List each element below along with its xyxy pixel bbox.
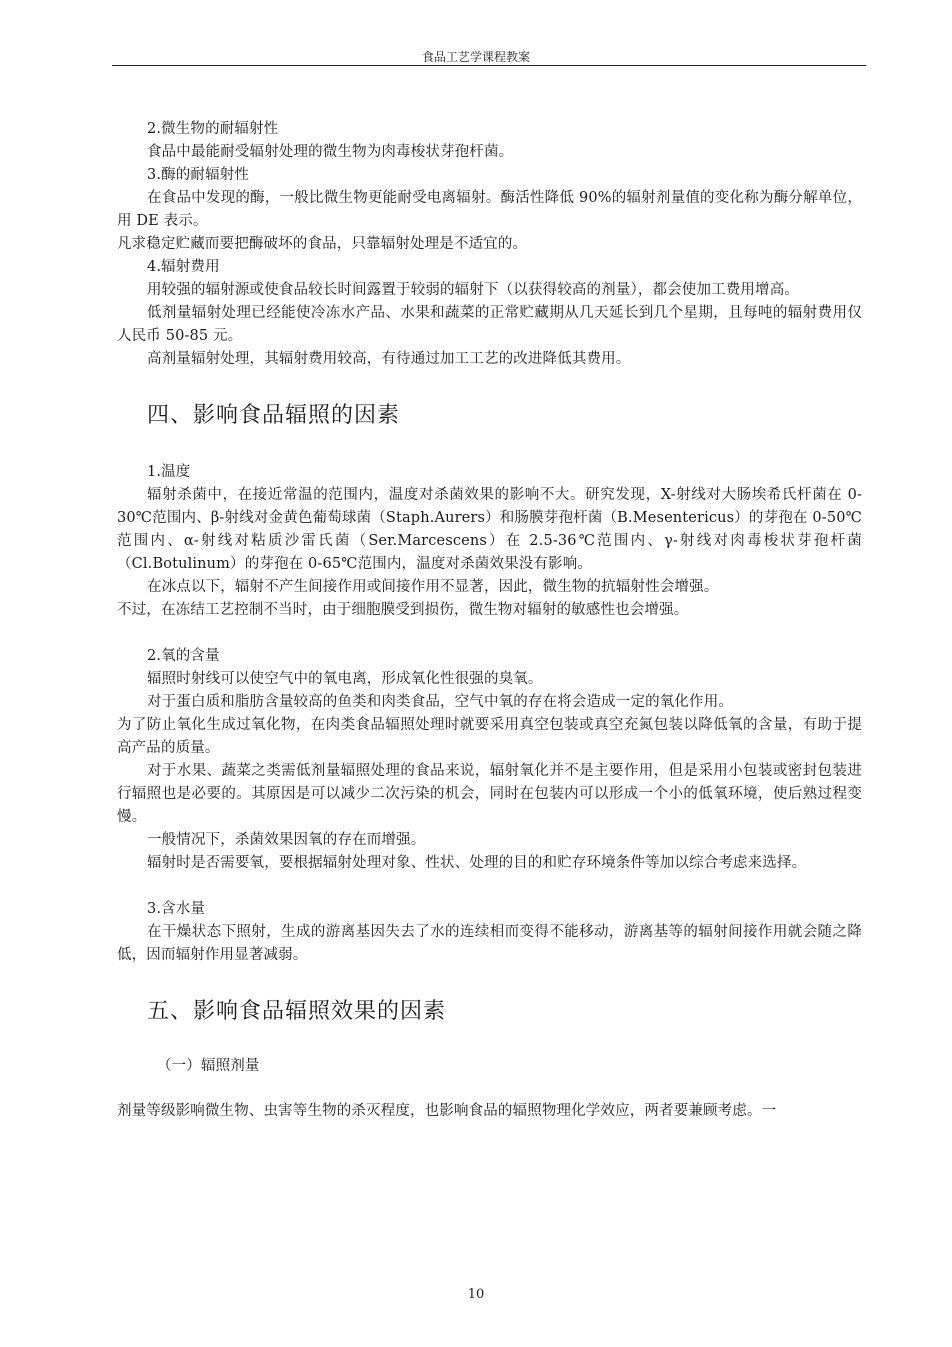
paragraph: 辐射时是否需要氧，要根据辐射处理对象、性状、处理的目的和贮存环境条件等加以综合考虑来选择。 (147, 855, 807, 871)
paragraph: 不过，在冻结工艺控制不当时，由于细胞膜受到损伤，微生物对辐射的敏感性也会增强。 (117, 602, 689, 618)
paragraph: 高剂量辐射处理，其辐射费用较高，有待通过加工工艺的改进降低其费用。 (147, 351, 631, 367)
paragraph: 2.氧的含量 (147, 648, 220, 664)
paragraph: 食品中最能耐受辐射处理的微生物为肉毒梭状芽孢杆菌。 (147, 144, 514, 160)
paragraph: 4.辐射费用 (147, 259, 220, 275)
paragraph: 一般情况下，杀菌效果因氧的存在而增强。 (147, 832, 426, 848)
paragraph: 3.含水量 (147, 901, 206, 917)
paragraph: 为了防止氧化生成过氧化物，在肉类食品辐照处理时就要采用真空包装或真空充氮包装以降低氧的含量，有助于提高产品的质量。 (117, 717, 862, 756)
header-title: 食品工艺学课程教案 (421, 50, 530, 64)
paragraph: 辐射杀菌中，在接近常温的范围内，温度对杀菌效果的影响不大。研究发现，X-射线对大肠埃希氏杆菌在 0-30℃范围内、β-射线对金黄色葡萄球菌（Staph.Aurers）和肠膜芽孢杆菌（B.Mesentericus）的芽孢在 0-50℃范围内、α-射线对粘质沙雷氏菌（Ser.Marcescens）在 2.5-36℃范围内、γ-射线对肉毒梭状芽孢杆菌（Cl.Botulinum）的芽孢在 0-65℃范围内，温度对杀菌效果没有影响。 (117, 487, 862, 572)
paragraph: 1.温度 (147, 464, 191, 480)
paragraph: 对于水果、蔬菜之类需低剂量辐照处理的食品来说，辐射氧化并不是主要作用，但是采用小包装或密封包装进行辐照也是必要的。其原因是可以减少二次污染的机会，同时在包装内可以形成一个小的低氧环境，使后熟过程变慢。 (117, 763, 862, 825)
page-number: 10 (467, 1287, 485, 1302)
paragraph: 用较强的辐射源或使食品较长时间露置于较弱的辐射下（以获得较高的剂量），都会使加工费用增高。 (147, 282, 799, 298)
paragraph: 在干燥状态下照射，生成的游离基因失去了水的连续相而变得不能移动，游离基等的辐射间接作用就会随之降低，因而辐射作用显著减弱。 (117, 924, 862, 963)
header-divider (112, 65, 866, 66)
paragraph: 凡求稳定贮藏而要把酶破坏的食品，只靠辐射处理是不适宜的。 (117, 236, 528, 252)
paragraph: 辐照时射线可以使空气中的氧电离，形成氧化性很强的臭氧。 (147, 671, 543, 687)
paragraph: 在冰点以下，辐射不产生间接作用或间接作用不显著，因此，微生物的抗辐射性会增强。 (147, 579, 719, 595)
paragraph: 2.微生物的耐辐射性 (147, 121, 279, 137)
paragraph: 低剂量辐射处理已经能使冷冻水产品、水果和蔬菜的正常贮藏期从几天延长到几个星期，且每吨的辐射费用仅人民币 50-85 元。 (117, 305, 862, 344)
document-body (117, 118, 862, 1123)
paragraph: 3.酶的耐辐射性 (147, 167, 250, 183)
paragraph: 剂量等级影响微生物、虫害等生物的杀灭程度，也影响食品的辐照物理化学效应，两者要兼顾考虑。一 (117, 1103, 777, 1119)
section-heading: 四、影响食品辐照的因素 (147, 403, 401, 428)
section-heading: 五、影响食品辐照效果的因素 (147, 999, 447, 1024)
paragraph: 在食品中发现的酶，一般比微生物更能耐受电离辐射。酶活性降低 90%的辐射剂量值的变化称为酶分解单位，用 DE 表示。 (117, 190, 862, 229)
paragraph: 对于蛋白质和脂肪含量较高的鱼类和肉类食品，空气中氧的存在将会造成一定的氧化作用。 (147, 694, 733, 710)
paragraph: （一）辐照剂量 (157, 1058, 260, 1074)
